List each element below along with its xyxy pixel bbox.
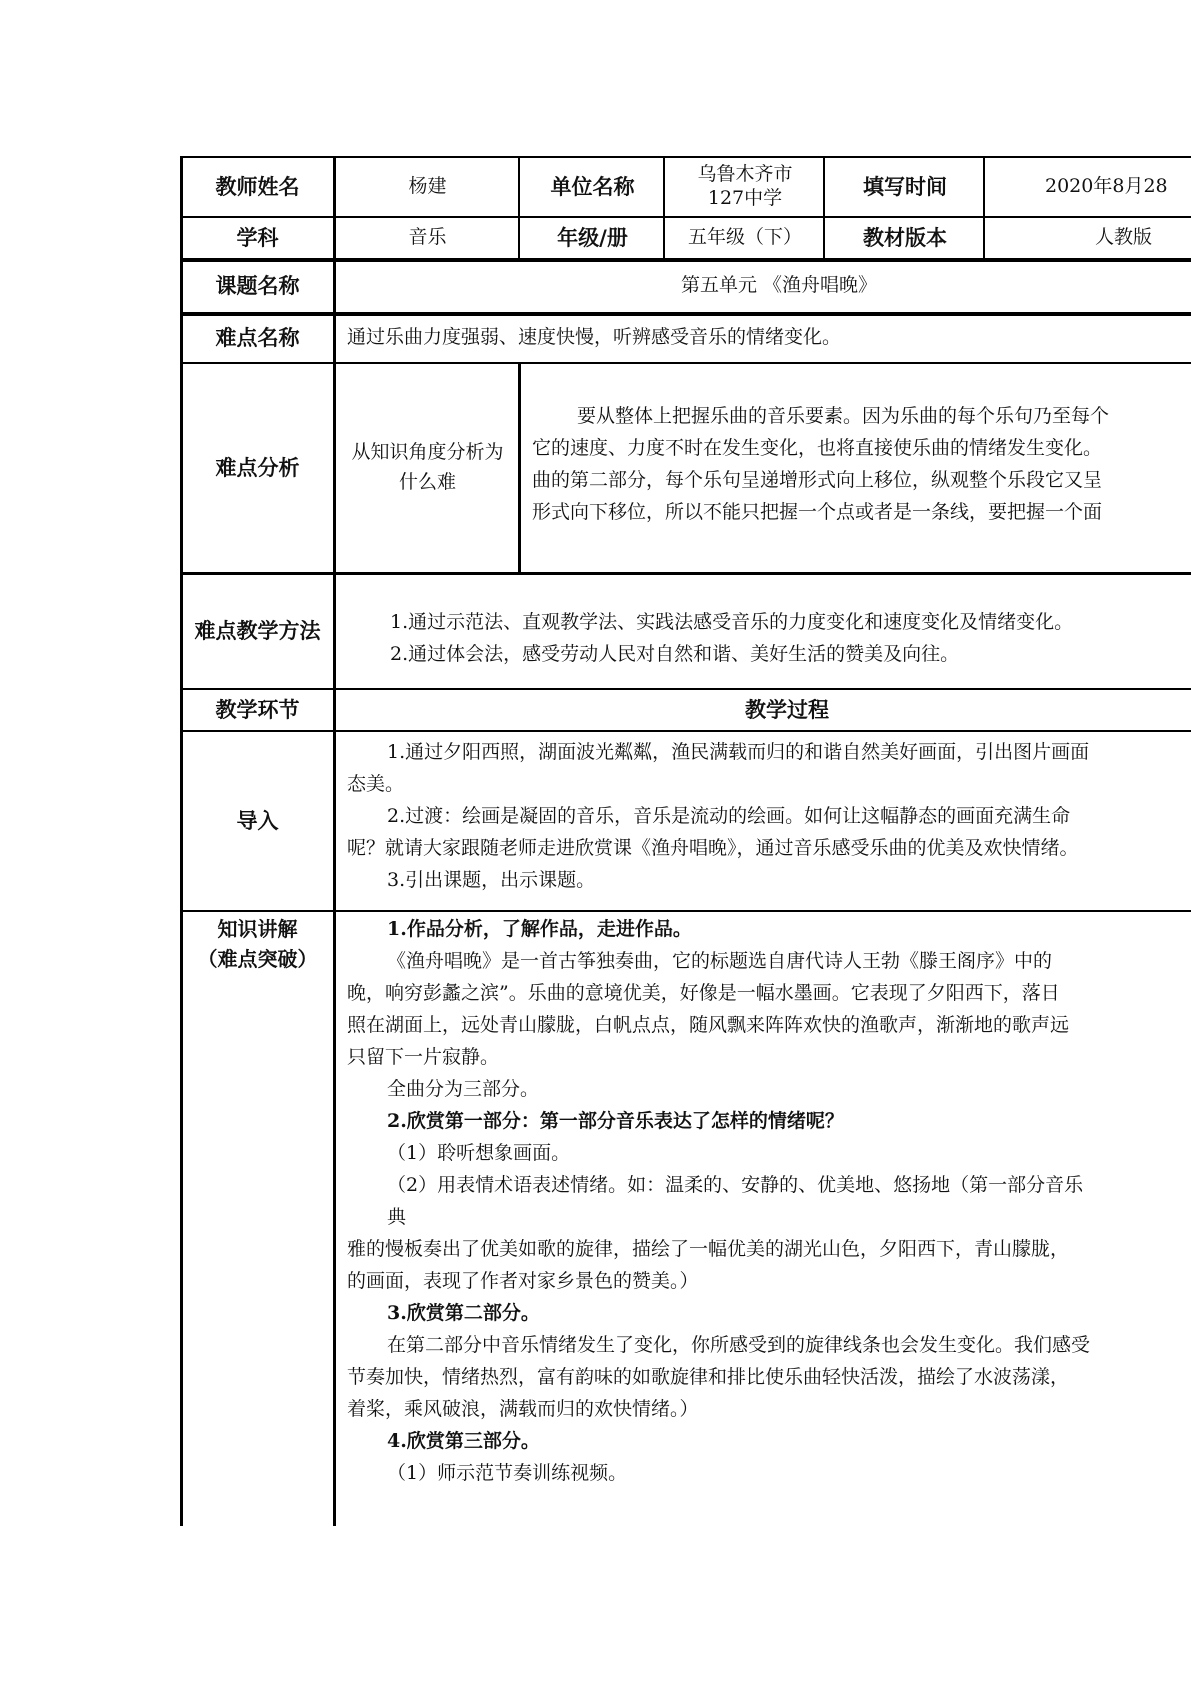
difficulty-label: 难点名称 (215, 326, 300, 350)
row-divider (180, 730, 1191, 732)
method-line: 2.通过体会法，感受劳动人民对自然和谐、美好生活的赞美及向往。 (390, 643, 960, 665)
topic-label: 课题名称 (215, 274, 300, 298)
knowledge-line: 节奏加快，情绪热烈，富有韵味的如歌旋律和排比使乐曲轻快活泼，描绘了水波荡漾， (347, 1366, 1070, 1388)
unit-name-label: 单位名称 (550, 175, 635, 199)
knowledge-line: 雅的慢板奏出了优美如歌的旋律，描绘了一幅优美的湖光山色，夕阳西下，青山朦胧， (347, 1238, 1070, 1260)
analysis-line: 它的速度、力度不时在发生变化，也将直接使乐曲的情绪发生变化。 (532, 437, 1103, 459)
fill-date-label: 填写时间 (863, 175, 947, 199)
method-label: 难点教学方法 (194, 619, 321, 643)
intro-line: 1.通过夕阳西照，湖面波光粼粼，渔民满载而归的和谐自然美好画面，引出图片画面 (387, 741, 1090, 763)
knowledge-label (180, 914, 335, 984)
column-divider (983, 156, 985, 258)
knowledge-line: （1）聆听想象画面。 (387, 1142, 571, 1164)
teacher-name-value: 杨建 (408, 175, 447, 197)
analysis-line: 要从整体上把握乐曲的音乐要素。因为乐曲的每个乐句乃至每个 (577, 405, 1110, 427)
topic-value: 第五单元 《渔舟唱晚》 (680, 274, 878, 296)
method-content (335, 606, 1191, 686)
analysis-label: 难点分析 (215, 456, 300, 480)
intro-line: 2.过渡：绘画是凝固的音乐，音乐是流动的绘画。如何让这幅静态的画面充满生命 (387, 805, 1071, 827)
subject-value: 音乐 (408, 226, 447, 248)
grade-label: 年级/册 (557, 226, 628, 250)
table-border-top (180, 156, 1191, 158)
analysis-content (520, 400, 1191, 540)
lesson-plan-table (180, 156, 1191, 1526)
knowledge-line: 1.作品分析，了解作品，走进作品。 (387, 918, 692, 940)
knowledge-content (335, 913, 1191, 1525)
intro-line: 呢？就请大家跟随老师走进欣赏课《渔舟唱晚》，通过音乐感受乐曲的优美及欢快情绪。 (347, 837, 1079, 859)
fill-date-value: 2020年8月28 (1045, 175, 1168, 197)
intro-content (335, 736, 1191, 906)
knowledge-label-line: （难点突破） (197, 947, 318, 971)
knowledge-line: （2）用表情术语表述情绪。如：温柔的、安静的、优美地、悠扬地（第一部分音乐 (387, 1174, 1084, 1196)
column-divider (518, 362, 521, 572)
column-divider (333, 156, 336, 1526)
knowledge-line: 只留下一片寂静。 (347, 1046, 500, 1068)
row-divider (180, 910, 1191, 912)
knowledge-line: 4.欣赏第三部分。 (387, 1430, 540, 1452)
intro-label: 导入 (236, 809, 279, 833)
edition-label: 教材版本 (863, 226, 947, 250)
knowledge-line: （1）师示范节奏训练视频。 (387, 1462, 628, 1484)
row-divider (180, 688, 1191, 690)
knowledge-line: 的画面，表现了作者对家乡景色的赞美。） (347, 1270, 699, 1292)
knowledge-line: 全曲分为三部分。 (387, 1078, 540, 1100)
subject-label: 学科 (236, 226, 279, 250)
knowledge-line: 《渔舟唱晚》是一首古筝独奏曲，它的标题选自唐代诗人王勃《滕王阁序》中的 (387, 950, 1053, 972)
column-divider (663, 156, 665, 258)
row-divider (180, 216, 1191, 218)
knowledge-line: 2.欣赏第一部分：第一部分音乐表达了怎样的情绪呢？ (387, 1110, 844, 1132)
process-header: 教学过程 (745, 698, 829, 722)
row-divider (180, 258, 1191, 262)
row-divider (180, 312, 1191, 316)
knowledge-label-line: 知识讲解 (217, 917, 298, 941)
analysis-sub-label: 从知识角度分析为什么难 (351, 441, 504, 493)
row-divider (180, 572, 1191, 575)
analysis-line: 曲的第二部分，每个乐句呈递增形式向上移位，纵观整个乐段它又呈 (532, 469, 1103, 491)
knowledge-line: 典 (387, 1206, 407, 1228)
difficulty-value: 通过乐曲力度强弱、速度快慢，听辨感受音乐的情绪变化。 (347, 326, 842, 348)
column-divider (823, 156, 825, 258)
knowledge-line: 照在湖面上，远处青山朦胧，白帆点点，随风飘来阵阵欢快的渔歌声，渐渐地的歌声远 (347, 1014, 1070, 1036)
method-line: 1.通过示范法、直观教学法、实践法感受音乐的力度变化和速度变化及情绪变化。 (390, 611, 1074, 633)
knowledge-line: 晚，响穷彭蠡之滨”。乐曲的意境优美，好像是一幅水墨画。它表现了夕阳西下，落日 (347, 982, 1060, 1004)
teacher-name-label: 教师姓名 (215, 175, 300, 199)
unit-name-value: 乌鲁木齐市127中学 (697, 163, 793, 209)
table-border-left (180, 156, 183, 1526)
intro-line: 态美。 (347, 773, 405, 795)
column-divider (518, 156, 520, 258)
edition-value: 人教版 (1095, 226, 1153, 248)
analysis-line: 形式向下移位，所以不能只把握一个点或者是一条线，要把握一个面 (532, 501, 1103, 523)
stage-header: 教学环节 (215, 698, 300, 722)
knowledge-line: 着桨，乘风破浪，满载而归的欢快情绪。） (347, 1398, 699, 1420)
knowledge-line: 在第二部分中音乐情绪发生了变化，你所感受到的旋律线条也会发生变化。我们感受 (387, 1334, 1091, 1356)
row-divider (180, 362, 1191, 364)
intro-line: 3.引出课题，出示课题。 (387, 869, 596, 891)
knowledge-line: 3.欣赏第二部分。 (387, 1302, 540, 1324)
grade-value: 五年级（下） (687, 226, 802, 248)
